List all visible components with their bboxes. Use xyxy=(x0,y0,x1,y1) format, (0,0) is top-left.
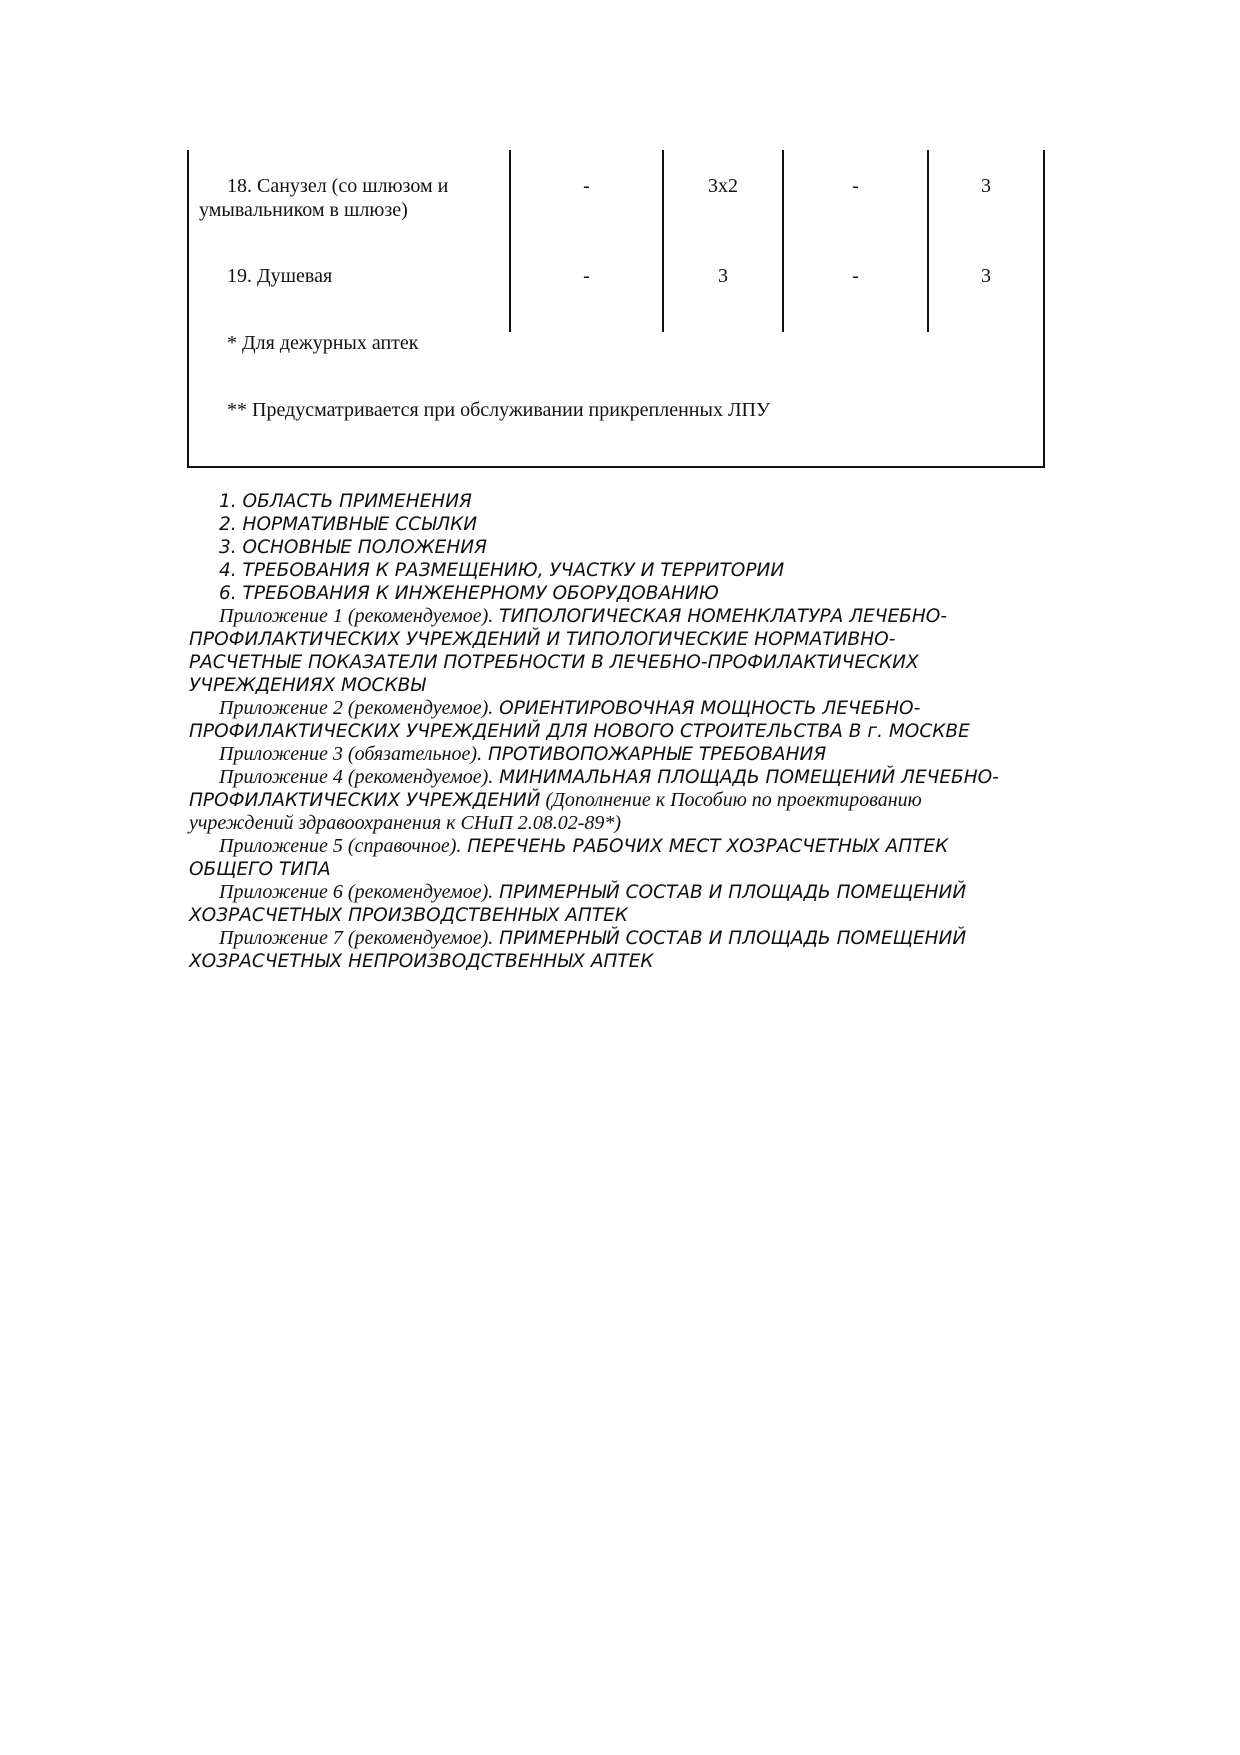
toc-link-3[interactable]: 3. ОСНОВНЫЕ ПОЛОЖЕНИЯ xyxy=(219,537,487,558)
row-19-col5: 3 xyxy=(981,265,991,287)
note-attached-lpu: ** Предусматривается при обслуживании прикрепленных ЛПУ xyxy=(227,399,771,421)
appendix-3-title: ПРОТИВОПОЖАРНЫЕ ТРЕБОВАНИЯ xyxy=(482,744,827,765)
appendix-4-line2-extra: (Дополнение к Пособию по проектированию xyxy=(540,789,922,811)
appendix-4-line3: учреждений здравоохранения к СНиП 2.08.02-89*) xyxy=(189,812,622,834)
rooms-table xyxy=(187,150,1045,468)
appendix-6-title: ПРИМЕРНЫЙ СОСТАВ И ПЛОЩАДЬ ПОМЕЩЕНИЙ xyxy=(493,882,967,903)
row-18-col2: - xyxy=(583,175,590,197)
toc-link-2[interactable]: 2. НОРМАТИВНЫЕ ССЫЛКИ xyxy=(219,514,478,535)
appendix-7-title: ПРИМЕРНЫЙ СОСТАВ И ПЛОЩАДЬ ПОМЕЩЕНИЙ xyxy=(493,928,967,949)
toc-appendix-1[interactable] xyxy=(189,605,1049,697)
row-19-col4: - xyxy=(852,265,859,287)
appendix-3-prefix: Приложение 3 (обязательное). xyxy=(219,743,483,765)
toc-appendix-5[interactable] xyxy=(189,835,1049,881)
row-19-col3: 3 xyxy=(718,265,728,287)
row-18-name-line2: умывальником в шлюзе) xyxy=(199,199,408,221)
appendix-4-prefix: Приложение 4 (рекомендуемое). xyxy=(219,766,494,788)
toc-appendix-6[interactable] xyxy=(189,881,1049,927)
toc-link-1[interactable]: 1. ОБЛАСТЬ ПРИМЕНЕНИЯ xyxy=(219,491,472,512)
note-duty-pharmacies: * Для дежурных аптек xyxy=(227,332,419,354)
appendix-1-line3: РАСЧЕТНЫЕ ПОКАЗАТЕЛИ ПОТРЕБНОСТИ В ЛЕЧЕБНО-ПРОФИЛАКТИЧЕСКИХ xyxy=(189,652,919,673)
row-18-col4: - xyxy=(852,175,859,197)
table-border-left xyxy=(187,150,189,468)
appendix-2-prefix: Приложение 2 (рекомендуемое). xyxy=(219,697,494,719)
toc-appendix-3[interactable] xyxy=(189,743,1049,766)
appendix-4-title: МИНИМАЛЬНАЯ ПЛОЩАДЬ ПОМЕЩЕНИЙ ЛЕЧЕБНО- xyxy=(493,767,999,788)
toc-appendix-7[interactable] xyxy=(189,927,1049,973)
toc-appendix-4[interactable] xyxy=(189,766,1049,835)
appendix-6-line2: ХОЗРАСЧЕТНЫХ ПРОИЗВОДСТВЕННЫХ АПТЕК xyxy=(189,905,628,926)
appendix-5-title: ПЕРЕЧЕНЬ РАБОЧИХ МЕСТ ХОЗРАСЧЕТНЫХ АПТЕК xyxy=(461,836,949,857)
appendix-1-line2: ПРОФИЛАКТИЧЕСКИХ УЧРЕЖДЕНИЙ И ТИПОЛОГИЧЕСКИЕ НОРМАТИВНО- xyxy=(189,629,896,650)
appendix-1-title: ТИПОЛОГИЧЕСКАЯ НОМЕНКЛАТУРА ЛЕЧЕБНО- xyxy=(493,606,948,627)
row-18-col3: 3х2 xyxy=(708,175,738,197)
row-18-col5: 3 xyxy=(981,175,991,197)
appendix-7-line2: ХОЗРАСЧЕТНЫХ НЕПРОИЗВОДСТВЕННЫХ АПТЕК xyxy=(189,951,654,972)
row-19-name: 19. Душевая xyxy=(227,265,333,287)
appendix-6-prefix: Приложение 6 (рекомендуемое). xyxy=(219,881,494,903)
appendix-5-line2: ОБЩЕГО ТИПА xyxy=(189,859,331,880)
appendix-4-line2-caps: ПРОФИЛАКТИЧЕСКИХ УЧРЕЖДЕНИЙ xyxy=(189,790,541,811)
appendix-2-line2: ПРОФИЛАКТИЧЕСКИХ УЧРЕЖДЕНИЙ ДЛЯ НОВОГО СТРОИТЕЛЬСТВА В г. МОСКВЕ xyxy=(189,721,970,742)
table-border-bottom xyxy=(187,466,1045,468)
toc-link-6[interactable]: 6. ТРЕБОВАНИЯ К ИНЖЕНЕРНОМУ ОБОРУДОВАНИЮ xyxy=(219,583,719,604)
table-of-contents xyxy=(189,490,1049,973)
appendix-5-prefix: Приложение 5 (справочное). xyxy=(219,835,462,857)
appendix-1-line4: УЧРЕЖДЕНИЯХ МОСКВЫ xyxy=(189,675,426,696)
toc-appendix-2[interactable] xyxy=(189,697,1049,743)
row-19-col2: - xyxy=(583,265,590,287)
toc-link-4[interactable]: 4. ТРЕБОВАНИЯ К РАЗМЕЩЕНИЮ, УЧАСТКУ И ТЕРРИТОРИИ xyxy=(219,560,785,581)
row-18-name-line1: 18. Санузел (со шлюзом и xyxy=(227,175,449,197)
appendix-7-prefix: Приложение 7 (рекомендуемое). xyxy=(219,927,494,949)
appendix-2-title: ОРИЕНТИРОВОЧНАЯ МОЩНОСТЬ ЛЕЧЕБНО- xyxy=(493,698,921,719)
appendix-1-prefix: Приложение 1 (рекомендуемое). xyxy=(219,605,494,627)
table-border-right xyxy=(1043,150,1045,468)
